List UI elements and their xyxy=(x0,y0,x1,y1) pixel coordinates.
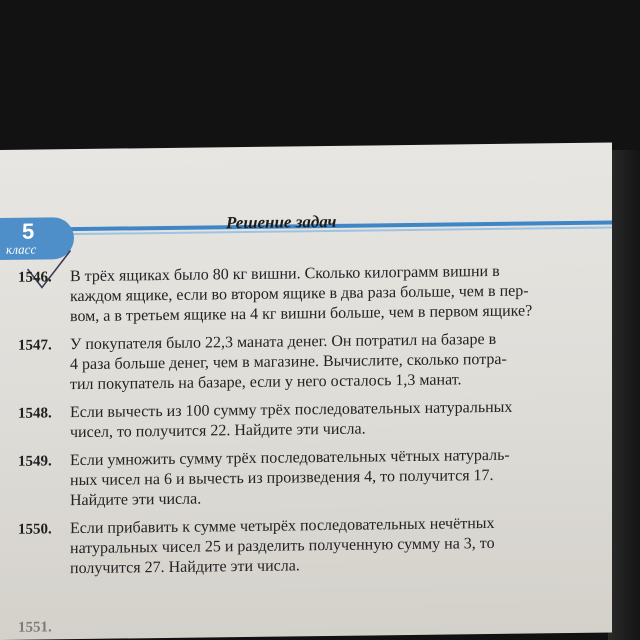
problem-text xyxy=(70,261,592,327)
problem-1546 xyxy=(18,261,592,328)
background-top xyxy=(0,0,640,150)
problem-number: 1549. xyxy=(18,453,52,470)
section-title: Решение задач xyxy=(226,211,337,233)
problem-text xyxy=(70,513,592,579)
grade-label: класс xyxy=(6,241,37,257)
grade-number: 5 xyxy=(22,218,35,244)
problem-line: натуральных чисел 25 и разделить полученную сумму на 3, то xyxy=(70,534,495,558)
problem-line: тил покупатель на базаре, если у него осталось 1,3 манат. xyxy=(70,371,462,394)
problem-1549 xyxy=(18,445,592,512)
problem-1550 xyxy=(18,513,592,580)
problem-text xyxy=(70,397,592,443)
problem-1548 xyxy=(18,397,592,444)
problem-number: 1546. xyxy=(18,269,52,286)
problem-number: 1548. xyxy=(18,405,52,422)
problem-line: Если вычесть из 100 сумму трёх последовательных натуральных xyxy=(70,398,513,422)
problem-line: чисел, то получится 22. Найдите эти числа. xyxy=(70,420,366,442)
problem-line: У покупателя было 22,3 маната денег. Он потратил на базаре в xyxy=(70,330,497,354)
problem-line: ных чисел на 6 и вычесть из произведения 4, то получится 17. xyxy=(70,466,494,490)
problem-line: получится 27. Найдите эти числа. xyxy=(70,557,300,578)
problem-line: Если прибавить к сумме четырёх последовательных нечётных xyxy=(70,514,495,538)
background-right xyxy=(608,150,640,640)
problem-line: 4 раза больше денег, чем в магазине. Вычислите, сколько потра- xyxy=(70,350,507,374)
problem-number: 1547. xyxy=(18,337,52,354)
problem-list xyxy=(18,261,592,588)
problem-line: Найдите эти числа. xyxy=(70,490,202,510)
problem-text xyxy=(70,445,592,511)
textbook-page xyxy=(0,143,612,640)
next-problem-number-partial: 1551. xyxy=(18,619,52,636)
problem-text xyxy=(70,329,592,395)
problem-line: каждом ящике, если во втором ящике в два раза больше, чем в пер- xyxy=(70,282,529,306)
problem-number: 1550. xyxy=(18,521,52,538)
problem-line: В трёх ящиках было 80 кг вишни. Сколько килограмм вишни в xyxy=(70,262,500,286)
problem-line: Если умножить сумму трёх последовательных чётных натураль- xyxy=(70,446,510,470)
problem-line: вом, а в третьем ящике на 4 кг вишни больше, чем в первом ящике? xyxy=(70,302,533,326)
problem-1547 xyxy=(18,329,592,396)
